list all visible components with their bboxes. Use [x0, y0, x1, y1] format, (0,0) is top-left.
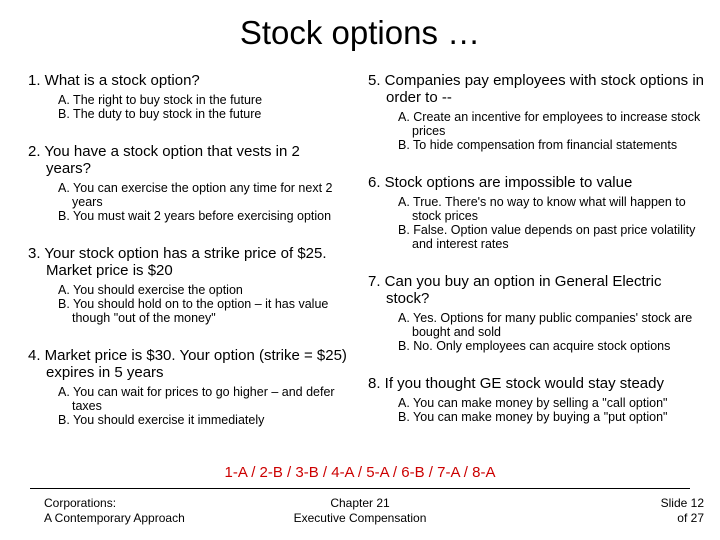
question-text: 3. Your stock option has a strike price of $25. Market price is $20: [28, 245, 327, 279]
footer-chapter: [260, 496, 460, 526]
answer-option: A. Yes. Options for many public companies' stock are bought and sold: [398, 311, 693, 339]
answer-option: A. You can exercise the option any time for next 2 years: [58, 181, 333, 209]
footer-divider: [30, 488, 690, 489]
question-block-4: [28, 347, 348, 427]
question-text: 1. What is a stock option?: [28, 72, 200, 89]
answer-option: B. You should hold on to the option – it has value though "out of the money": [58, 297, 329, 325]
question-text: 5. Companies pay employees with stock options in order to --: [368, 72, 705, 106]
answer-list: [368, 396, 708, 424]
answer-list: [28, 181, 348, 223]
answer-option: A. Create an incentive for employees to increase stock prices: [398, 110, 701, 138]
question-text: 6. Stock options are impossible to value: [368, 174, 633, 191]
question-block-5: [368, 72, 708, 152]
footer-course: [44, 496, 185, 526]
answer-list: [368, 110, 708, 152]
answer-option: A. You can make money by selling a "call option": [398, 396, 668, 410]
footer-course-line1: Corporations:: [44, 496, 117, 510]
question-block-6: [368, 174, 708, 251]
footer-slide-number: [661, 496, 704, 526]
answer-option: B. The duty to buy stock in the future: [58, 107, 262, 121]
question-block-8: [368, 375, 708, 424]
answer-list: [368, 311, 708, 353]
answer-option: B. You can make money by buying a "put option": [398, 410, 668, 424]
answer-option: B. No. Only employees can acquire stock options: [398, 339, 671, 353]
question-text: 4. Market price is $30. Your option (strike = $25) expires in 5 years: [28, 347, 347, 381]
answer-key: 1-A / 2-B / 3-B / 4-A / 5-A / 6-B / 7-A / 8-A: [224, 464, 496, 481]
right-question-column: [368, 72, 708, 424]
slide-title: Stock options …: [239, 14, 481, 51]
answer-list: [368, 195, 708, 251]
answer-list: [28, 385, 348, 427]
footer-chapter-line2: Executive Compensation: [293, 511, 427, 525]
answer-option: A. The right to buy stock in the future: [58, 93, 263, 107]
answer-option: A. You should exercise the option: [58, 283, 243, 297]
answer-option: B. You must wait 2 years before exercising option: [58, 209, 332, 223]
question-block-7: [368, 273, 708, 353]
answer-option: B. You should exercise it immediately: [58, 413, 265, 427]
question-block-3: [28, 245, 348, 325]
footer-slide-line1: Slide 12: [660, 496, 704, 510]
left-question-column: [28, 72, 348, 427]
footer-chapter-line1: Chapter 21: [330, 496, 390, 510]
answer-option: A. You can wait for prices to go higher – and defer taxes: [58, 385, 335, 413]
question-text: 2. You have a stock option that vests in 2 years?: [28, 143, 300, 177]
answer-option: B. False. Option value depends on past price volatility and interest rates: [398, 223, 696, 251]
question-block-1: [28, 72, 348, 121]
question-block-2: [28, 143, 348, 223]
question-text: 7. Can you buy an option in General Electric stock?: [368, 273, 662, 307]
question-text: 8. If you thought GE stock would stay steady: [368, 375, 664, 392]
footer-slide-line2: of 27: [677, 511, 704, 525]
answer-option: A. True. There's no way to know what will happen to stock prices: [398, 195, 686, 223]
footer-course-line2: A Contemporary Approach: [44, 511, 185, 525]
answer-list: [28, 283, 348, 325]
answer-option: B. To hide compensation from financial statements: [398, 138, 678, 152]
answer-list: [28, 93, 348, 121]
